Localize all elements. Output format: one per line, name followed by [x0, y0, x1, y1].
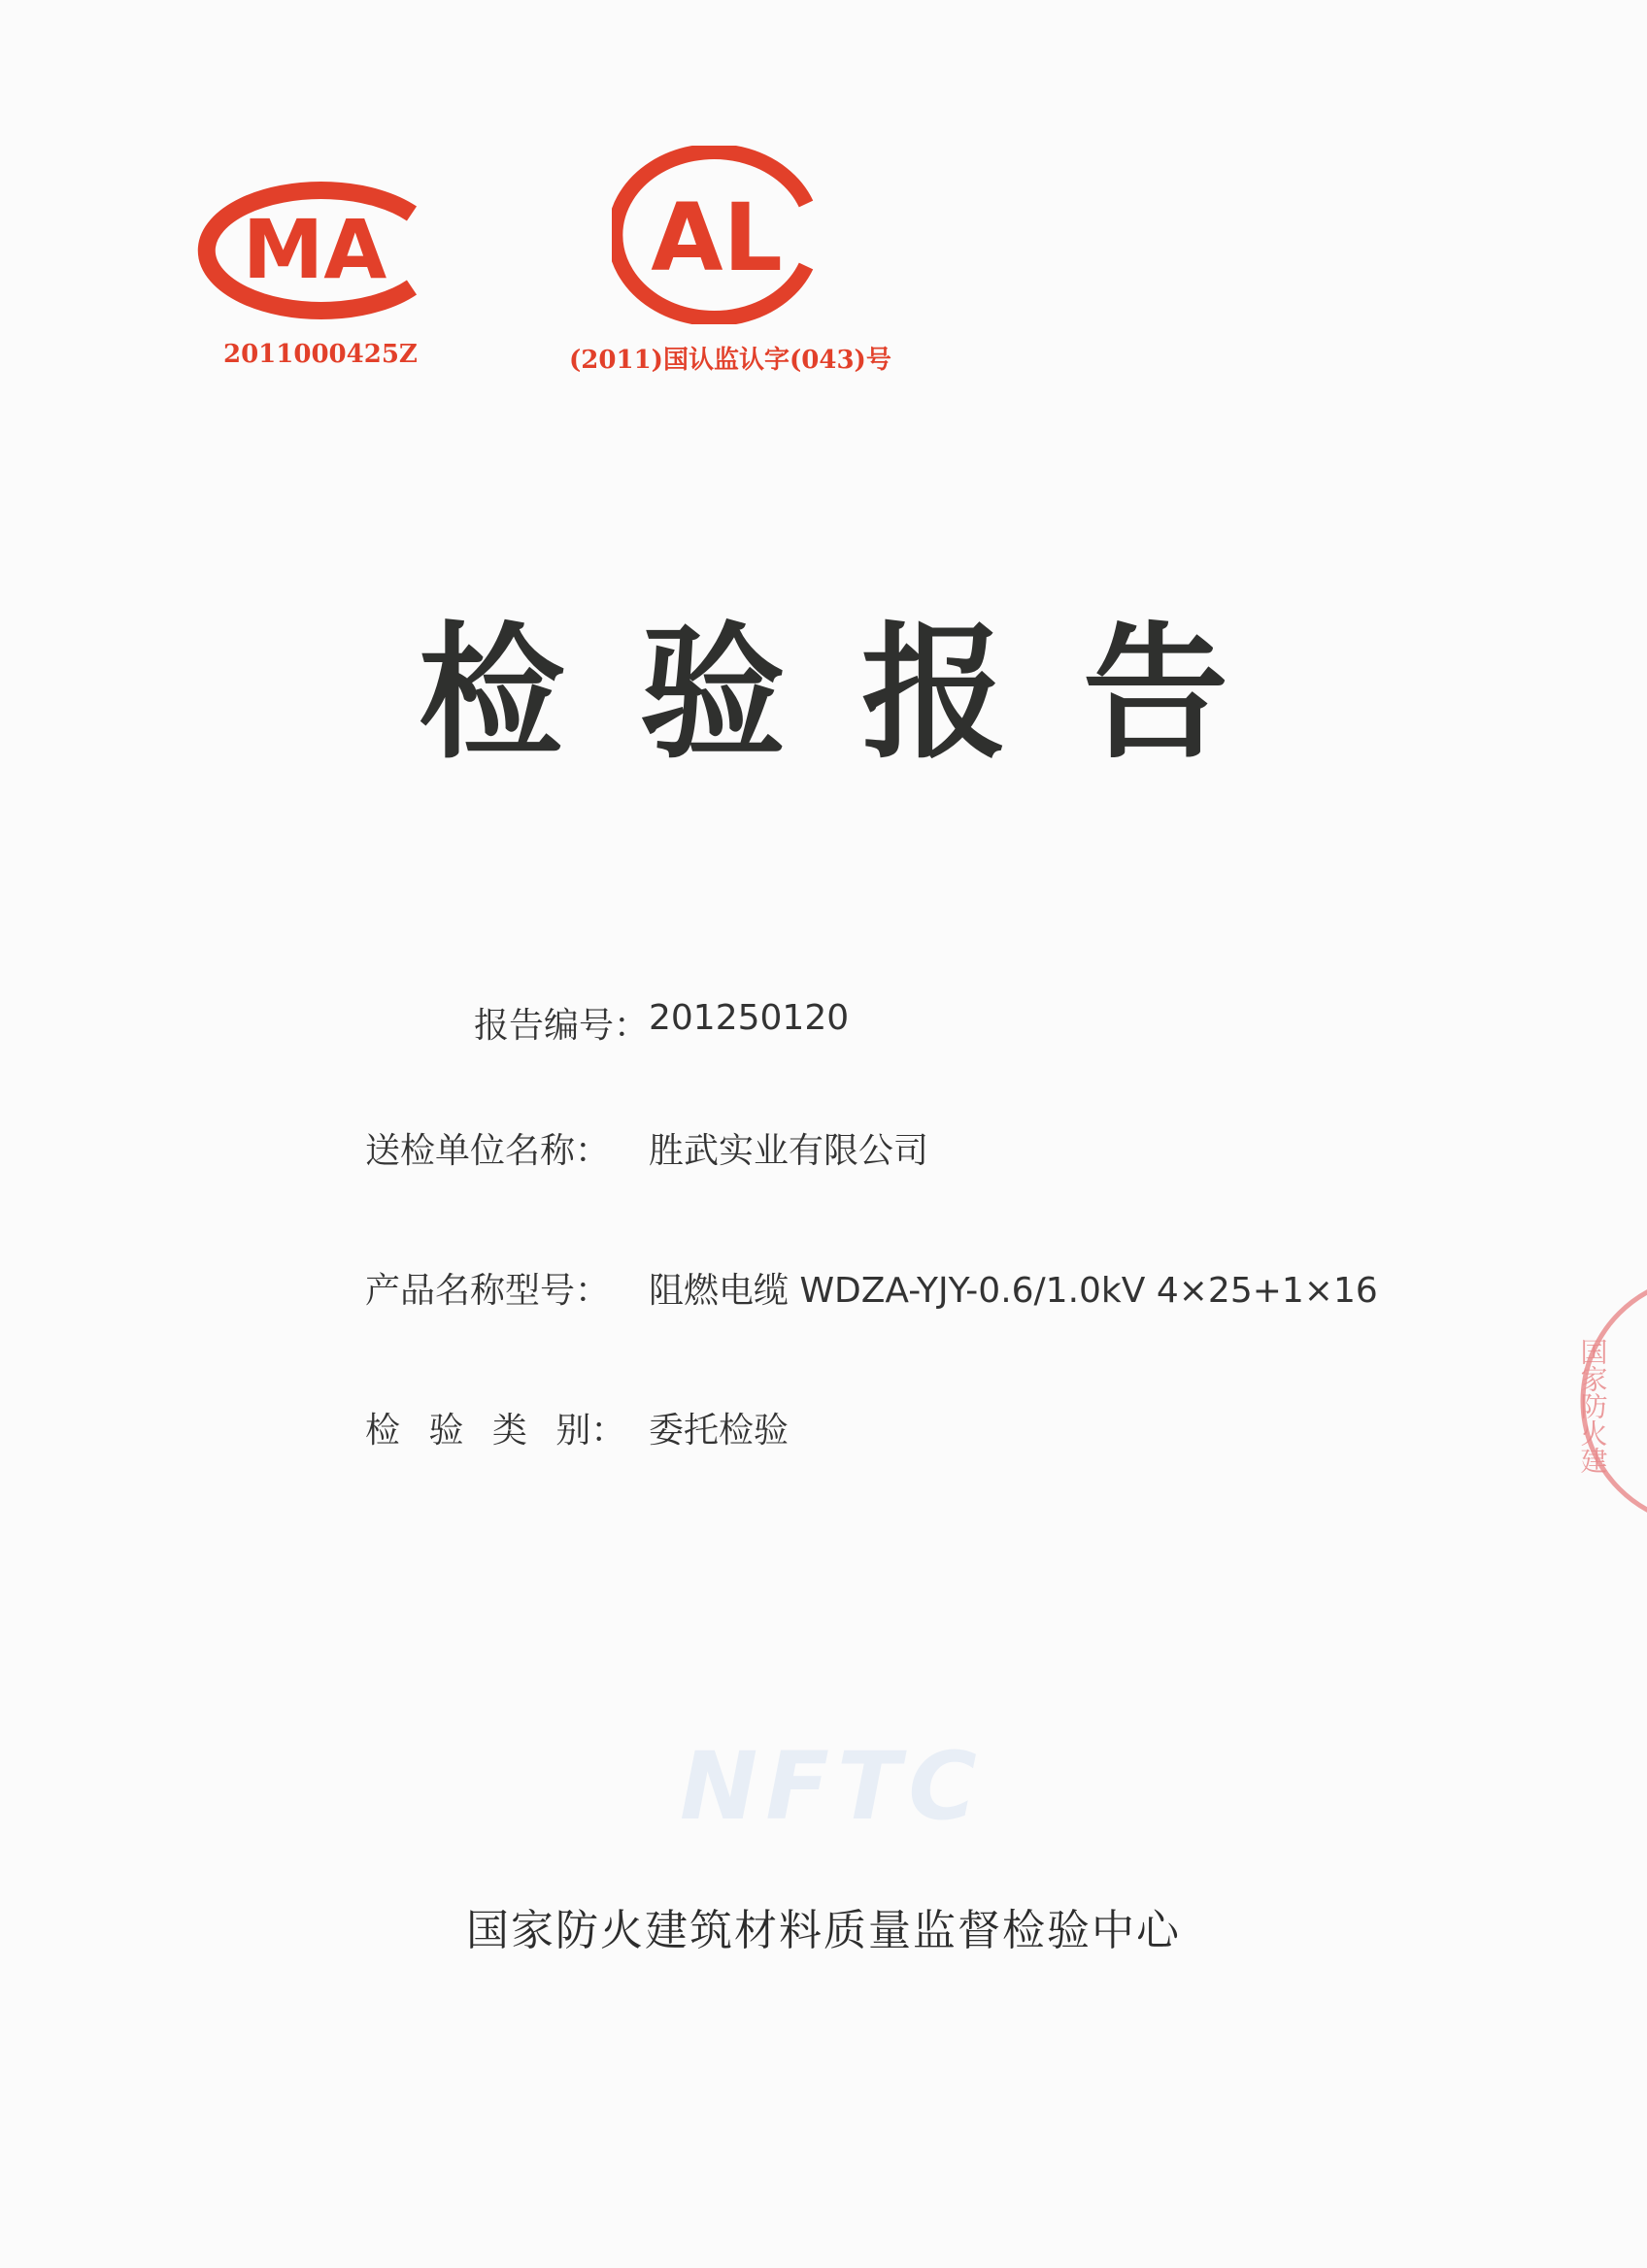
issuer-name: 国家防火建筑材料质量监督检验中心 [466, 1906, 1181, 1955]
stamp-text: 国家防火建 [1576, 1338, 1609, 1474]
official-stamp [1571, 1270, 1647, 1532]
field-value: 阻燃电缆 WDZA-YJY-0.6/1.0kV 4×25+1×16 [649, 1271, 1378, 1311]
field-label: 检 验 类 别： [365, 1411, 626, 1451]
cal-logo [612, 146, 827, 324]
report-title: 检验报告 [418, 610, 1304, 779]
cma-logo-text: MA [242, 202, 387, 297]
field-label: 产品名称型号： [365, 1271, 611, 1311]
cal-certificate-number: (2011)国认监认字(043)号 [569, 346, 891, 375]
field-label: 送检单位名称： [365, 1131, 611, 1171]
report-number-label: 报告编号： [473, 1006, 649, 1046]
report-number [473, 998, 850, 1046]
cma-logo [190, 181, 439, 320]
field-value: 委托检验 [649, 1411, 790, 1451]
field-value: 胜武实业有限公司 [649, 1131, 929, 1171]
report-number-value: 201250120 [649, 998, 850, 1038]
cal-logo-text: AL [651, 183, 783, 292]
cma-certificate-number: 2011000425Z [223, 340, 418, 369]
nftc-watermark: NFTC [680, 1732, 985, 1841]
